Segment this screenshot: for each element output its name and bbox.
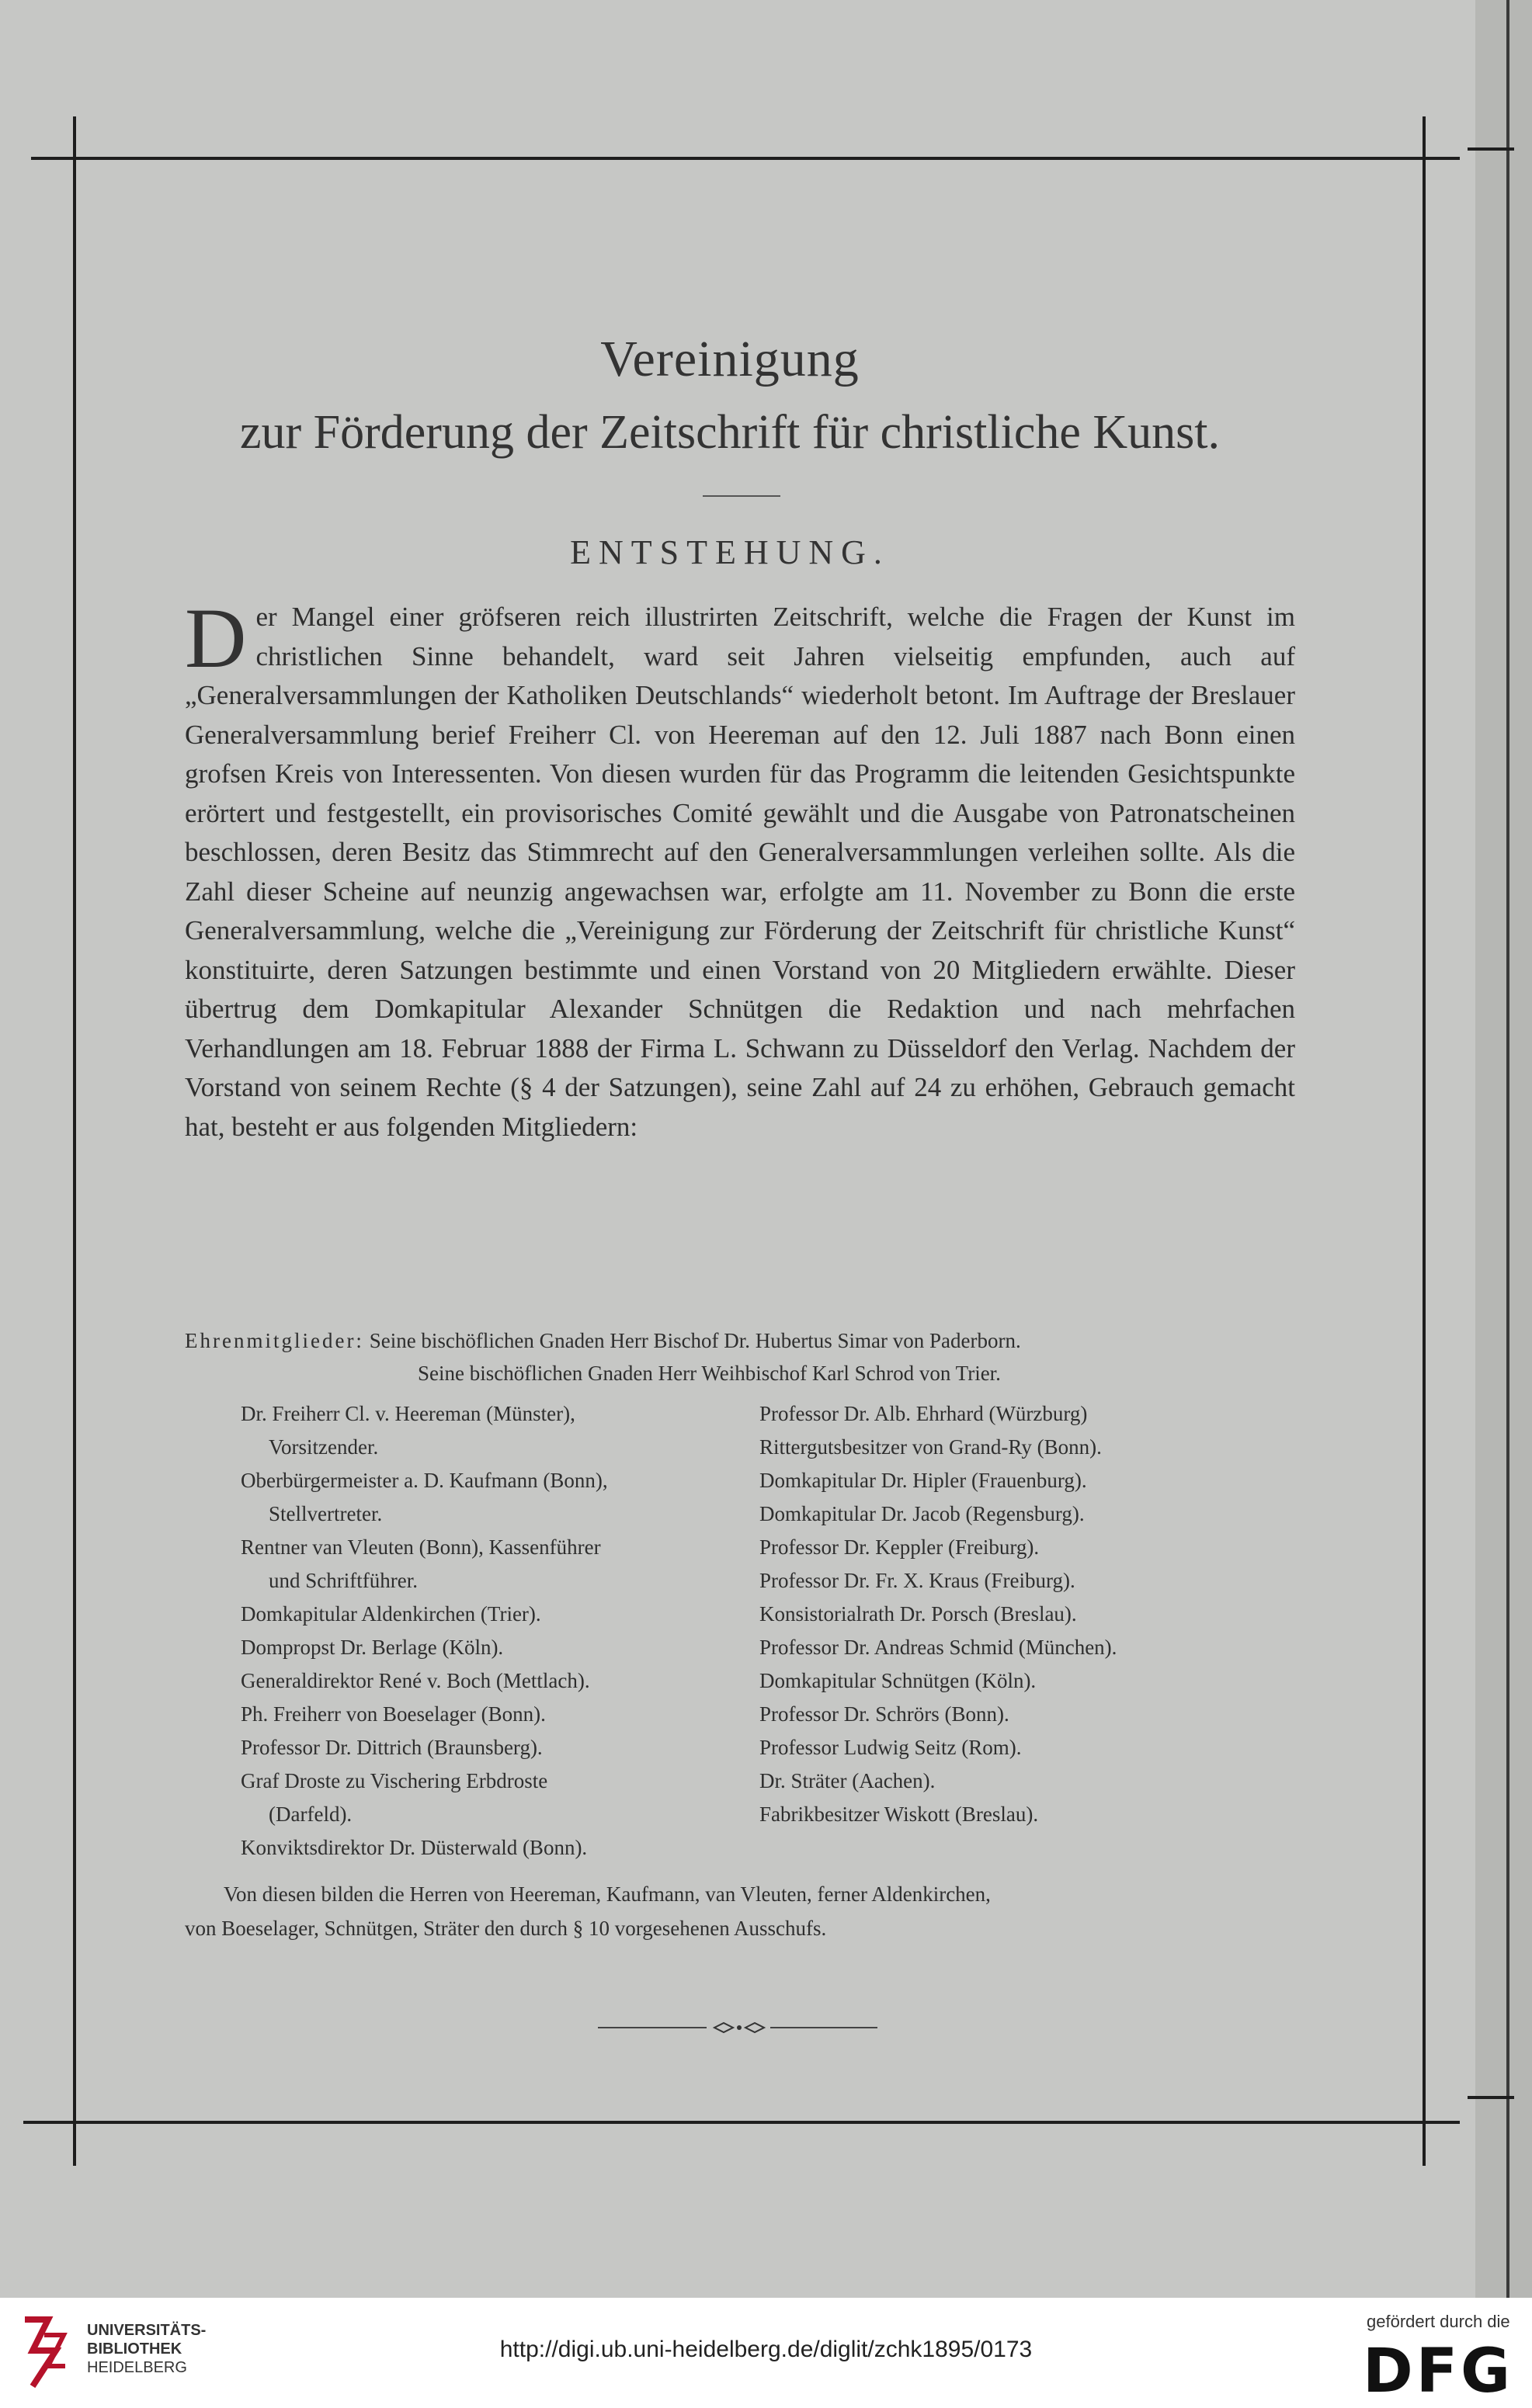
title-divider (703, 495, 780, 497)
member-column-left (241, 1397, 769, 1865)
member-column-right (759, 1397, 1287, 1831)
footer-bar (0, 2298, 1532, 2408)
frame-spine-tick-top (1468, 147, 1514, 151)
list-item: Domkapitular Schnütgen (Köln). (759, 1669, 1037, 1692)
closing-line-1: Von diesen bilden die Herren von Heereman, Kaufmann, van Vleuten, ferner Aldenkirchen, (224, 1882, 991, 1906)
title-line-1: Vereinigung (600, 331, 860, 387)
ornament-divider (598, 2018, 877, 2037)
spine-edge-line (1506, 0, 1509, 2298)
drop-cap: D (185, 591, 247, 685)
library-name-line-1: UNIVERSITÄTS- (87, 2322, 207, 2339)
list-item: Domkapitular Dr. Jacob (Regensburg). (759, 1502, 1085, 1525)
list-item: Konviktsdirektor Dr. Düsterwald (Bonn). (241, 1836, 588, 1859)
honorary-label: Ehrenmitglieder: (185, 1329, 364, 1352)
list-item: Konsistorialrath Dr. Porsch (Breslau). (759, 1602, 1077, 1626)
library-name-line-3: HEIDELBERG (87, 2359, 187, 2376)
frame-spine-tick-bottom (1468, 2096, 1514, 2099)
body-text: er Mangel einer gröfseren reich illustrirten Zeitschrift, welche die Fragen der Kunst im christlichen Sinne behandelt, ward seit Jahren vielseitig empfunden, auch auf „Generalversammlungen der Katholiken Deutschlands“ wiederholt betont. Im Auftrage der Breslauer Generalversammlung berief Freiherr Cl. von Heereman auf den 12. Juli 1887 nach Bonn einen grofsen Kreis von Interessenten. Von diesen wurden für das Programm die leitenden Gesichtspunkte erörtert und festgestellt, ein provisorisches Comité gewählt und die Ausgabe von Patronatscheinen beschlossen, deren Besitz das Stimmrecht auf den Generalversammlungen verleihen sollte. Als die Zahl dieser Scheine auf neunzig angewachsen war, erfolgte am 11. November zu Bonn die erste Generalversammlung, welche die „Vereinigung zur Förderung der Zeitschrift für christliche Kunst“ konstituirte, deren Satzungen bestimmte und einen Vorstand von 20 Mitgliedern erwählte. Dieser übertrug dem Domkapitular Alexander Schnütgen die Redaktion und nach mehrfachen Verhandlungen am 18. Februar 1888 der Firma L. Schwann zu Düsseldorf den Verlag. Nachdem der Vorstand von seinem Rechte (§ 4 der Satzungen), seine Zahl auf 24 zu erhöhen, Gebrauch gemacht hat, besteht er aus folgenden Mitgliedern: (185, 602, 1295, 1142)
list-item: Domkapitular Dr. Hipler (Frauenburg). (759, 1469, 1087, 1492)
list-item: Generaldirektor René v. Boch (Mettlach). (241, 1669, 590, 1692)
closing-line-2: von Boeselager, Schnütgen, Sträter den durch § 10 vorgesehenen Ausschufs. (185, 1917, 827, 1940)
list-item: Ph. Freiherr von Boeselager (Bonn). (241, 1702, 546, 1726)
list-item: Professor Dr. Fr. X. Kraus (Freiburg). (759, 1569, 1075, 1592)
section-heading: ENTSTEHUNG. (570, 533, 890, 571)
list-item: Professor Dr. Alb. Ehrhard (Würzburg) (759, 1402, 1088, 1425)
list-item: (Darfeld). (269, 1803, 353, 1826)
list-item: Domkapitular Aldenkirchen (Trier). (241, 1602, 541, 1626)
list-item: Dr. Freiherr Cl. v. Heereman (Münster), (241, 1402, 575, 1425)
list-item: Dr. Sträter (Aachen). (759, 1769, 936, 1792)
list-item: Vorsitzender. (269, 1435, 379, 1459)
closing-paragraph (185, 1877, 1295, 1945)
list-item: Stellvertreter. (269, 1502, 383, 1525)
title-line-2: zur Förderung der Zeitschrift für christliche Kunst. (239, 406, 1220, 459)
library-name-line-2: BIBLIOTHEK (87, 2340, 182, 2358)
list-item: Professor Dr. Keppler (Freiburg). (759, 1535, 1040, 1559)
list-item: Rittergutsbesitzer von Grand-Ry (Bonn). (759, 1435, 1102, 1459)
honorary-line-2: Seine bischöflichen Gnaden Herr Weihbischof Karl Schrod von Trier. (418, 1362, 1001, 1385)
list-item: Professor Dr. Andreas Schmid (München). (759, 1636, 1117, 1659)
dfg-logo: DFG (1363, 2337, 1514, 2406)
honorary-line-1: Seine bischöflichen Gnaden Herr Bischof Dr. Hubertus Simar von Paderborn. (369, 1329, 1021, 1352)
funded-by-label: gefördert durch die (1367, 2312, 1510, 2331)
body-paragraph (185, 591, 1295, 1147)
frame-top-rule (31, 157, 1460, 160)
list-item: Professor Dr. Schrörs (Bonn). (759, 1702, 1009, 1726)
list-item: Professor Dr. Dittrich (Braunsberg). (241, 1736, 543, 1759)
list-item: Oberbürgermeister a. D. Kaufmann (Bonn), (241, 1469, 608, 1492)
list-item: Rentner van Vleuten (Bonn), Kassenführer (241, 1535, 601, 1559)
list-item: Graf Droste zu Vischering Erbdroste (241, 1769, 548, 1792)
list-item: Professor Ludwig Seitz (Rom). (759, 1736, 1022, 1759)
book-spine (1475, 0, 1532, 2298)
permalink-url[interactable]: http://digi.ub.uni-heidelberg.de/diglit/zchk1895/0173 (499, 2337, 1033, 2362)
honorary-members (185, 1324, 1295, 1390)
list-item: Dompropst Dr. Berlage (Köln). (241, 1636, 504, 1659)
frame-bottom-rule (23, 2121, 1460, 2124)
list-item: und Schriftführer. (269, 1569, 418, 1592)
list-item: Fabrikbesitzer Wiskott (Breslau). (759, 1803, 1039, 1826)
